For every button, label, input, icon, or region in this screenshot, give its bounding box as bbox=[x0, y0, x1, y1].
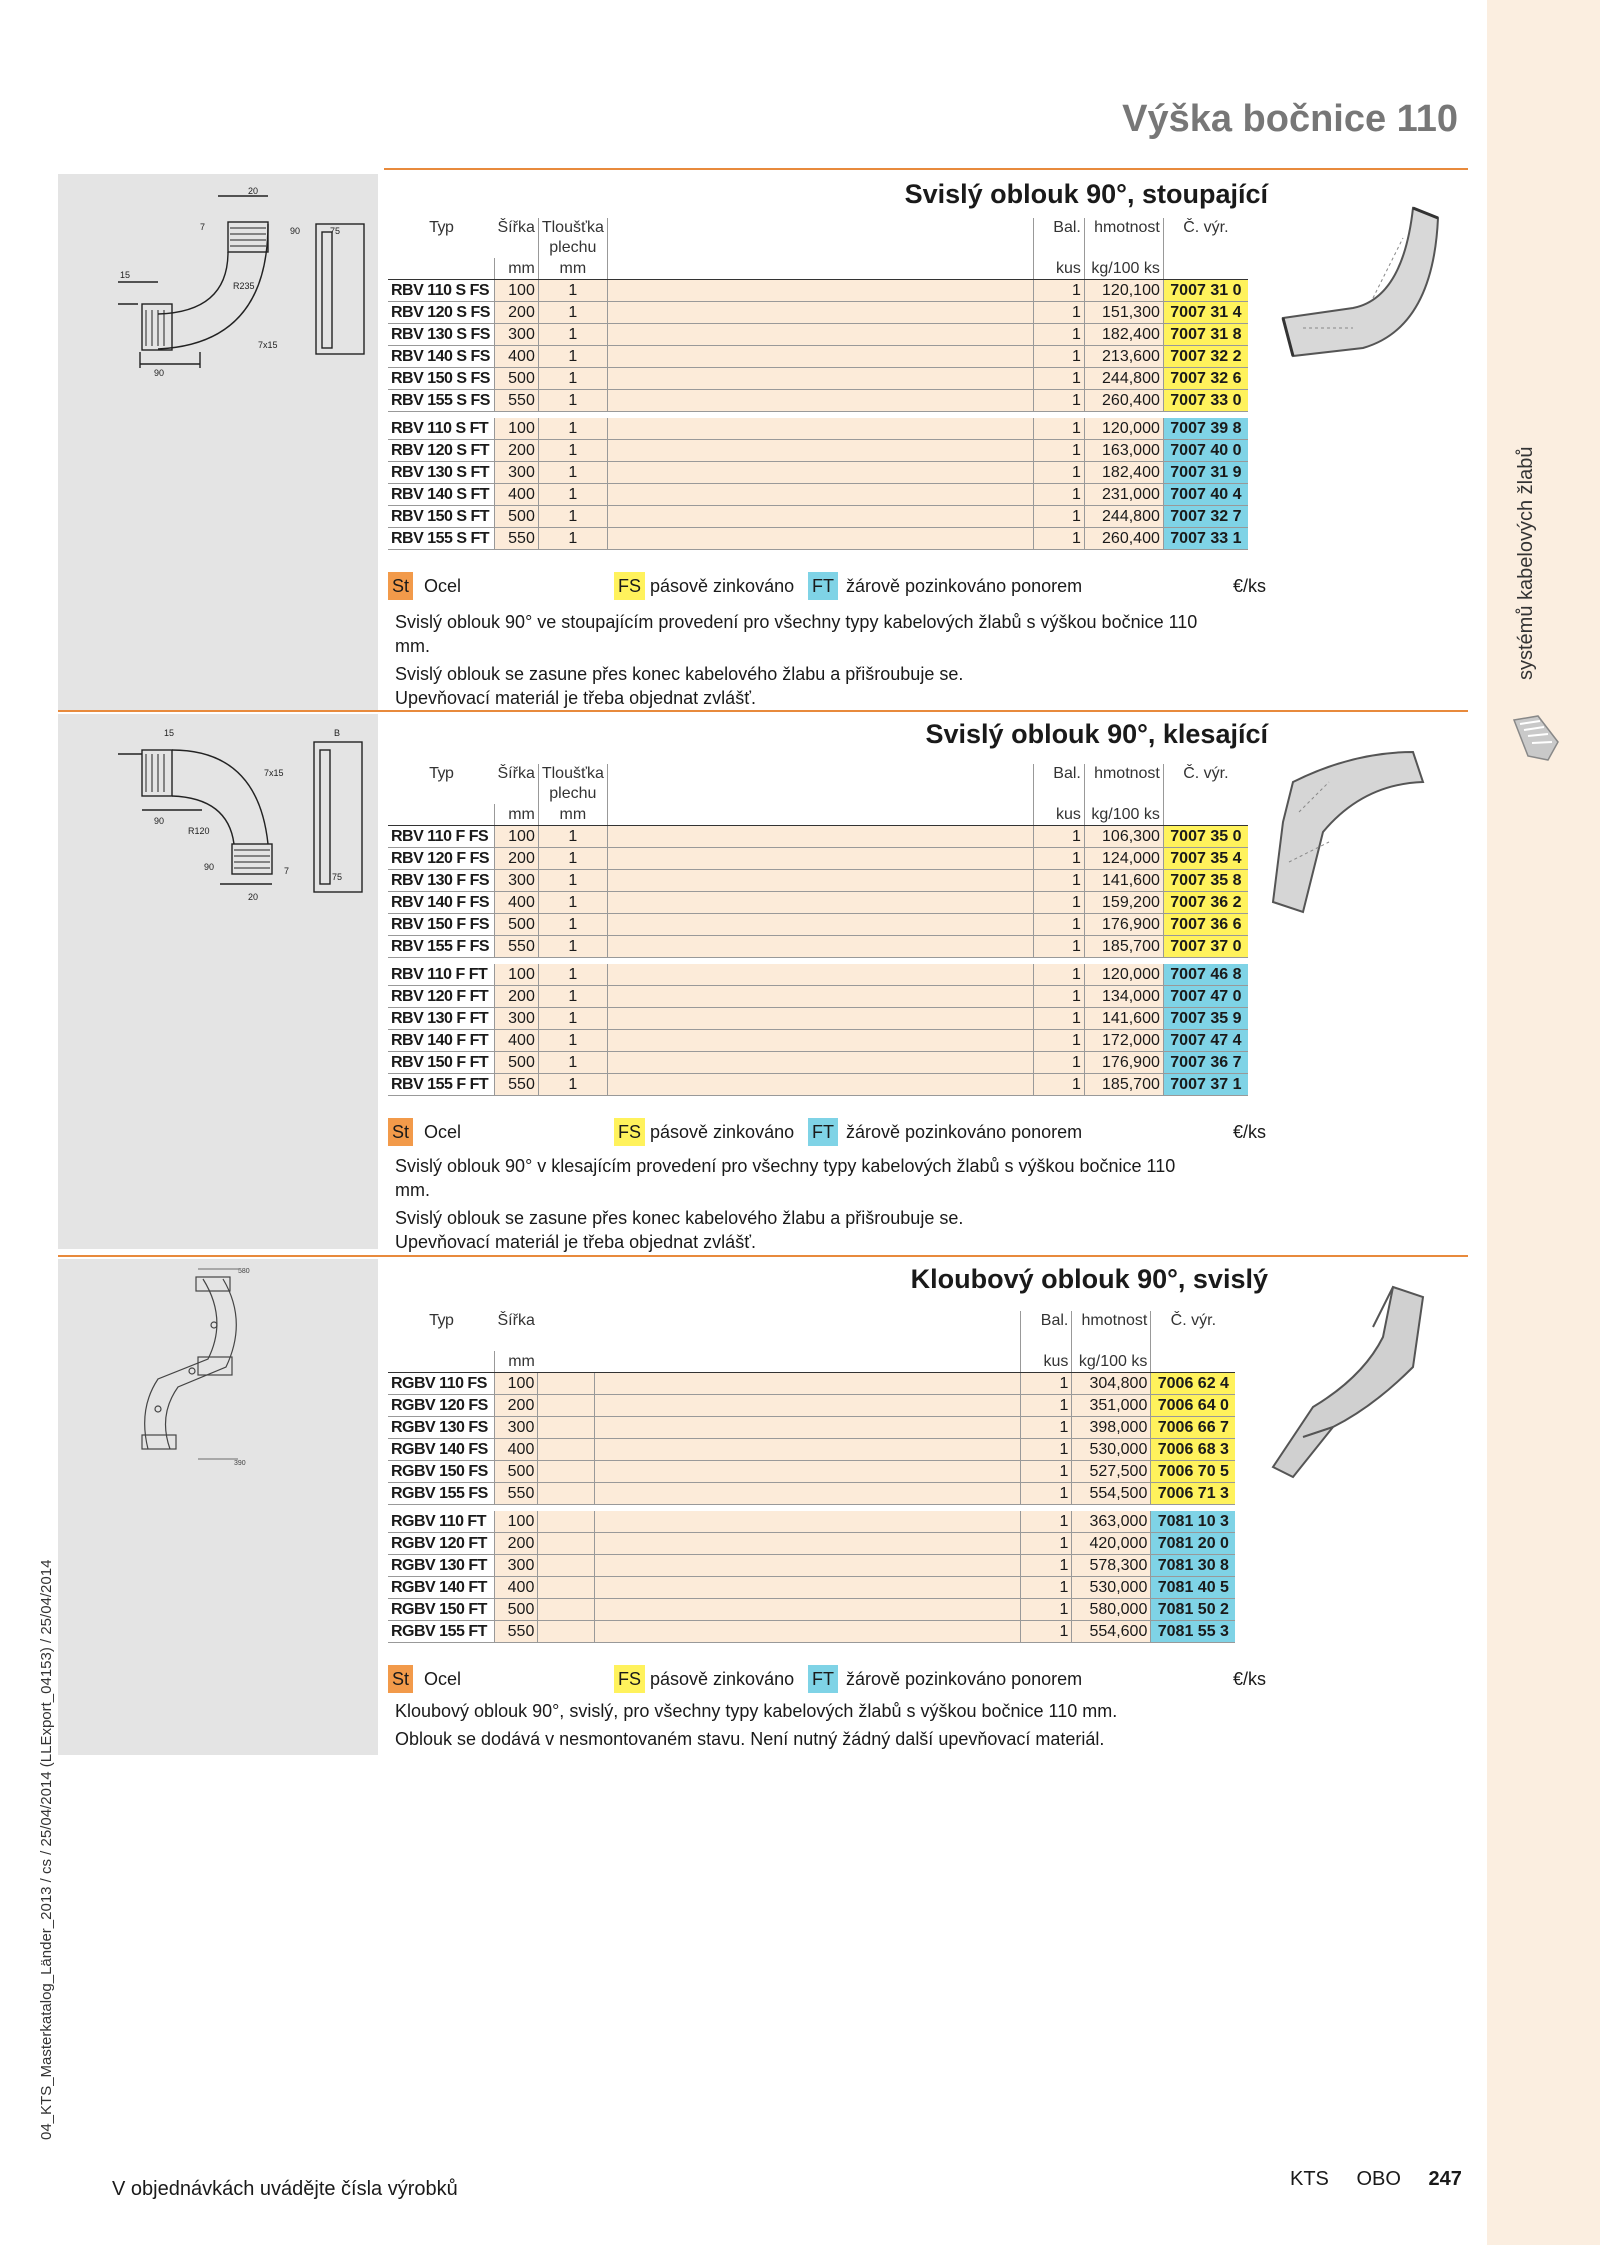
dim-label: R235 bbox=[233, 281, 255, 291]
table-row: RGBV 120 FT 200 1 420,000 7081 20 0 bbox=[388, 1533, 1235, 1555]
table-row: RBV 155 F FT 550 1 1 185,700 7007 37 1 bbox=[388, 1074, 1248, 1096]
finish-legend: St Ocel FS pásově zinkováno FT žárově pozinkováno ponorem €/ks bbox=[388, 572, 1266, 600]
fs-tag: FS bbox=[614, 572, 645, 600]
svg-text:580: 580 bbox=[238, 1268, 250, 1275]
product-number: 7007 35 0 bbox=[1163, 826, 1248, 848]
product-number: 7007 33 0 bbox=[1163, 390, 1248, 412]
dimension-drawing-articulated bbox=[58, 1259, 378, 1469]
product-number: 7081 50 2 bbox=[1151, 1599, 1236, 1621]
svg-text:7: 7 bbox=[284, 866, 290, 876]
product-number: 7006 71 3 bbox=[1151, 1483, 1236, 1505]
product-image-articulated-bend bbox=[1263, 1277, 1463, 1497]
product-table: Typ Šířka Tloušťka plechu Bal. hmotnost Č. výr. mm mm kus kg/100 ks RBV 110 S FS 100 1 1 120,100 7007 31 0 RBV 120 S FS 200 1 1 151,300 7007 31 4 RBV 130 S FS 300 1 1 182,400 7007 31 8 RBV 140 S FS 400 1 1 213,600 7007 32 2 RBV 150 S FS 500 1 1 244,800 7007 32 6 RBV 155 S FS 550 1 1 260,400 7007 33 0 RBV 110 S FT 100 1 1 120,000 7007 39 8 RBV 120 S FT 200 1 1 163,000 7007 40 0 RBV 130 S FT 300 1 1 182,400 7007 31 9 RBV 140 S FT 400 1 1 231,000 7007 40 4 RBV 150 S FT 500 1 1 244,800 7007 32 7 RBV 155 S FT 550 1 1 260,400 7007 33 1 bbox=[388, 218, 1248, 550]
product-number: 7007 40 4 bbox=[1163, 484, 1248, 506]
table-row: RBV 140 S FS 400 1 1 213,600 7007 32 2 bbox=[388, 346, 1248, 368]
product-number: 7007 47 0 bbox=[1163, 986, 1248, 1008]
product-number: 7081 10 3 bbox=[1151, 1511, 1236, 1533]
drawing-panel bbox=[58, 714, 378, 1249]
table-row: RGBV 150 FT 500 1 580,000 7081 50 2 bbox=[388, 1599, 1235, 1621]
table-row: RBV 155 F FS 550 1 1 185,700 7007 37 0 bbox=[388, 936, 1248, 958]
col-tloustka: Tloušťka plechu bbox=[538, 218, 607, 258]
col-typ: Typ bbox=[429, 219, 454, 236]
col-sirka: Šířka bbox=[497, 219, 535, 236]
product-number: 7007 35 9 bbox=[1163, 1008, 1248, 1030]
product-number: 7081 55 3 bbox=[1151, 1621, 1236, 1643]
description: Svislý oblouk 90° ve stoupajícím provedení pro všechny typy kabelových žlabů s výškou bočnice 110 mm. Svislý oblouk se zasune přes konec kabelového žlabu a přišroubuje se. Upevňovací materiál je třeba objednat zvlášť. bbox=[395, 612, 1198, 708]
table-body bbox=[388, 280, 1248, 550]
table-row: RBV 140 F FT 400 1 1 172,000 7007 47 4 bbox=[388, 1030, 1248, 1052]
svg-text:90: 90 bbox=[154, 816, 165, 826]
table-row: RBV 120 F FT 200 1 1 134,000 7007 47 0 bbox=[388, 986, 1248, 1008]
product-number: 7007 36 2 bbox=[1163, 892, 1248, 914]
table-row: RBV 120 S FS 200 1 1 151,300 7007 31 4 bbox=[388, 302, 1248, 324]
product-number: 7006 70 5 bbox=[1151, 1461, 1236, 1483]
ft-tag: FT bbox=[808, 572, 838, 600]
table-row: RBV 130 F FS 300 1 1 141,600 7007 35 8 bbox=[388, 870, 1248, 892]
table-row: RBV 110 S FT 100 1 1 120,000 7007 39 8 bbox=[388, 418, 1248, 440]
table-row: RBV 155 S FT 550 1 1 260,400 7007 33 1 bbox=[388, 528, 1248, 550]
product-table: Typ Šířka Bal. hmotnost Č. výr. mm kus kg/100 ks RGBV 110 FS 100 1 304,800 7006 62 4 RGBV 120 FS 200 1 351,000 7006 64 0 RGBV 130 FS 300 1 398,000 7006 66 7 RGBV 140 FS 400 1 530,000 7006 68 3 RGBV 150 FS 500 1 527,500 7006 70 5 RGBV 155 FS 550 1 554,500 7006 71 3 RGBV 110 FT 100 1 363,000 7081 10 3 RGBV 120 FT 200 1 420,000 7081 20 0 RGBV 130 FT 300 1 578,300 7081 30 8 RGBV 140 FT 400 1 530,000 7081 40 5 RGBV 150 FT 500 1 580,000 7081 50 2 RGBV 155 FT 550 1 554,600 7081 55 3 bbox=[388, 1311, 1235, 1643]
product-number: 7006 64 0 bbox=[1151, 1395, 1236, 1417]
table-row: RBV 140 S FT 400 1 1 231,000 7007 40 4 bbox=[388, 484, 1248, 506]
table-row: RGBV 155 FS 550 1 554,500 7006 71 3 bbox=[388, 1483, 1235, 1505]
section-rising-bend bbox=[58, 170, 1468, 710]
svg-text:75: 75 bbox=[332, 872, 343, 882]
table-row: RBV 150 S FS 500 1 1 244,800 7007 32 6 bbox=[388, 368, 1248, 390]
price-unit: €/ks bbox=[1232, 576, 1266, 596]
table-row: RBV 130 S FS 300 1 1 182,400 7007 31 8 bbox=[388, 324, 1248, 346]
table-row: RGBV 110 FT 100 1 363,000 7081 10 3 bbox=[388, 1511, 1235, 1533]
section-title: Svislý oblouk 90°, stoupající bbox=[904, 179, 1268, 209]
col-cvyr: Č. výr. bbox=[1163, 218, 1248, 258]
drawing-panel bbox=[58, 1259, 378, 1755]
table-row: RBV 140 F FS 400 1 1 159,200 7007 36 2 bbox=[388, 892, 1248, 914]
product-number: 7007 39 8 bbox=[1163, 418, 1248, 440]
table-body bbox=[388, 1373, 1235, 1643]
dimension-drawing-rising bbox=[58, 174, 378, 464]
product-number: 7007 31 0 bbox=[1163, 280, 1248, 302]
product-number: 7007 35 8 bbox=[1163, 870, 1248, 892]
section-title: Kloubový oblouk 90°, svislý bbox=[910, 1264, 1268, 1294]
svg-text:20: 20 bbox=[248, 892, 259, 902]
st-tag: St bbox=[388, 572, 413, 600]
page-number: 247 bbox=[1428, 2168, 1462, 2190]
col-hmotnost: hmotnost bbox=[1084, 218, 1163, 258]
table-row: RBV 150 S FT 500 1 1 244,800 7007 32 7 bbox=[388, 506, 1248, 528]
table-row: RGBV 110 FS 100 1 304,800 7006 62 4 bbox=[388, 1373, 1235, 1395]
table-row: RGBV 140 FS 400 1 530,000 7006 68 3 bbox=[388, 1439, 1235, 1461]
dimension-drawing-falling bbox=[58, 714, 378, 954]
svg-text:15: 15 bbox=[164, 728, 175, 738]
product-number: 7007 31 4 bbox=[1163, 302, 1248, 324]
product-number: 7007 36 7 bbox=[1163, 1052, 1248, 1074]
table-row: RBV 130 F FT 300 1 1 141,600 7007 35 9 bbox=[388, 1008, 1248, 1030]
dim-label: 90 bbox=[154, 368, 165, 378]
cable-tray-icon bbox=[1508, 712, 1562, 764]
product-number: 7007 36 6 bbox=[1163, 914, 1248, 936]
product-number: 7007 31 8 bbox=[1163, 324, 1248, 346]
table-row: RGBV 155 FT 550 1 554,600 7081 55 3 bbox=[388, 1621, 1235, 1643]
product-number: 7081 30 8 bbox=[1151, 1555, 1236, 1577]
product-number: 7006 62 4 bbox=[1151, 1373, 1236, 1395]
product-number: 7081 40 5 bbox=[1151, 1577, 1236, 1599]
finish-legend: St Ocel FS pásově zinkováno FT žárově pozinkováno ponorem €/ks bbox=[388, 1665, 1266, 1693]
table-row: RGBV 150 FS 500 1 527,500 7006 70 5 bbox=[388, 1461, 1235, 1483]
product-number: 7007 31 9 bbox=[1163, 462, 1248, 484]
description: Kloubový oblouk 90°, svislý, pro všechny typy kabelových žlabů s výškou bočnice 110 mm. Oblouk se dodává v nesmontovaném stavu. Není nutný žádný další upevňovací materiál. bbox=[395, 1701, 1118, 1749]
product-image-rising-bend bbox=[1263, 178, 1463, 398]
product-number: 7007 47 4 bbox=[1163, 1030, 1248, 1052]
section-falling-bend bbox=[58, 710, 1468, 1255]
product-table: Typ Šířka Tloušťka plechu Bal. hmotnost Č. výr. mm mm kus kg/100 ks RBV 110 F FS 100 1 1 106,300 7007 35 0 RBV 120 F FS 200 1 1 124,000 7007 35 4 RBV 130 F FS 300 1 1 141,600 7007 35 8 RBV 140 F FS 400 1 1 159,200 7007 36 2 RBV 150 F FS 500 1 1 176,900 7007 36 6 RBV 155 F FS 550 1 1 185,700 7007 37 0 RBV 110 F FT 100 1 1 120,000 7007 46 8 RBV 120 F FT 200 1 1 134,000 7007 47 0 RBV 130 F FT 300 1 1 141,600 7007 35 9 RBV 140 F FT 400 1 1 172,000 7007 47 4 RBV 150 F FT 500 1 1 176,900 7007 36 7 RBV 155 F FT 550 1 1 185,700 7007 37 1 bbox=[388, 764, 1248, 1096]
product-number: 7081 20 0 bbox=[1151, 1533, 1236, 1555]
product-number: 7007 32 6 bbox=[1163, 368, 1248, 390]
product-number: 7006 66 7 bbox=[1151, 1417, 1236, 1439]
table-row: RBV 110 S FS 100 1 1 120,100 7007 31 0 bbox=[388, 280, 1248, 302]
drawing-panel bbox=[58, 174, 378, 710]
table-body bbox=[388, 826, 1248, 1096]
section-title: Svislý oblouk 90°, klesající bbox=[925, 719, 1268, 749]
description: Svislý oblouk 90° v klesajícím provedení pro všechny typy kabelových žlabů s výškou bočnice 110 mm. Svislý oblouk se zasune přes konec kabelového žlabu a přišroubuje se. Upevňovací materiál je třeba objednat zvlášť. bbox=[395, 1156, 1176, 1252]
table-row: RBV 150 F FS 500 1 1 176,900 7007 36 6 bbox=[388, 914, 1248, 936]
table-row: RBV 120 F FS 200 1 1 124,000 7007 35 4 bbox=[388, 848, 1248, 870]
product-number: 7006 68 3 bbox=[1151, 1439, 1236, 1461]
table-row: RBV 110 F FT 100 1 1 120,000 7007 46 8 bbox=[388, 964, 1248, 986]
page-title: Výška bočnice 110 bbox=[1122, 98, 1458, 140]
product-number: 7007 37 1 bbox=[1163, 1074, 1248, 1096]
col-bal: Bal. bbox=[1033, 218, 1084, 258]
product-number: 7007 35 4 bbox=[1163, 848, 1248, 870]
table-row: RBV 155 S FS 550 1 1 260,400 7007 33 0 bbox=[388, 390, 1248, 412]
footer-note: V objednávkách uvádějte čísla výrobků bbox=[112, 2178, 458, 2200]
table-row: RGBV 130 FS 300 1 398,000 7006 66 7 bbox=[388, 1417, 1235, 1439]
product-number: 7007 32 7 bbox=[1163, 506, 1248, 528]
svg-text:B: B bbox=[334, 728, 341, 738]
table-row: RGBV 140 FT 400 1 530,000 7081 40 5 bbox=[388, 1577, 1235, 1599]
dim-label: 75 bbox=[330, 226, 341, 236]
dim-label: 7x15 bbox=[258, 340, 278, 350]
dim-label: 7 bbox=[200, 222, 206, 232]
product-number: 7007 32 2 bbox=[1163, 346, 1248, 368]
table-row: RBV 150 F FT 500 1 1 176,900 7007 36 7 bbox=[388, 1052, 1248, 1074]
dim-label: 90 bbox=[290, 226, 301, 236]
dim-label: 20 bbox=[248, 186, 259, 196]
product-number: 7007 40 0 bbox=[1163, 440, 1248, 462]
table-row: RBV 130 S FT 300 1 1 182,400 7007 31 9 bbox=[388, 462, 1248, 484]
dim-label: 15 bbox=[120, 270, 131, 280]
side-tab bbox=[1487, 0, 1600, 2245]
table-row: RBV 120 S FT 200 1 1 163,000 7007 40 0 bbox=[388, 440, 1248, 462]
svg-text:390: 390 bbox=[234, 1460, 246, 1467]
svg-text:R120: R120 bbox=[188, 826, 210, 836]
product-number: 7007 33 1 bbox=[1163, 528, 1248, 550]
product-image-falling-bend bbox=[1263, 722, 1463, 942]
table-row: RGBV 130 FT 300 1 578,300 7081 30 8 bbox=[388, 1555, 1235, 1577]
footer-brand: KTS OBO 247 bbox=[1290, 2168, 1462, 2190]
table-row: RGBV 120 FS 200 1 351,000 7006 64 0 bbox=[388, 1395, 1235, 1417]
table-row: RBV 110 F FS 100 1 1 106,300 7007 35 0 bbox=[388, 826, 1248, 848]
svg-text:90: 90 bbox=[204, 862, 215, 872]
product-number: 7007 46 8 bbox=[1163, 964, 1248, 986]
finish-legend: St Ocel FS pásově zinkováno FT žárově pozinkováno ponorem €/ks bbox=[388, 1118, 1266, 1146]
svg-text:7x15: 7x15 bbox=[264, 768, 284, 778]
section-articulated-bend bbox=[58, 1255, 1468, 1775]
product-number: 7007 37 0 bbox=[1163, 936, 1248, 958]
